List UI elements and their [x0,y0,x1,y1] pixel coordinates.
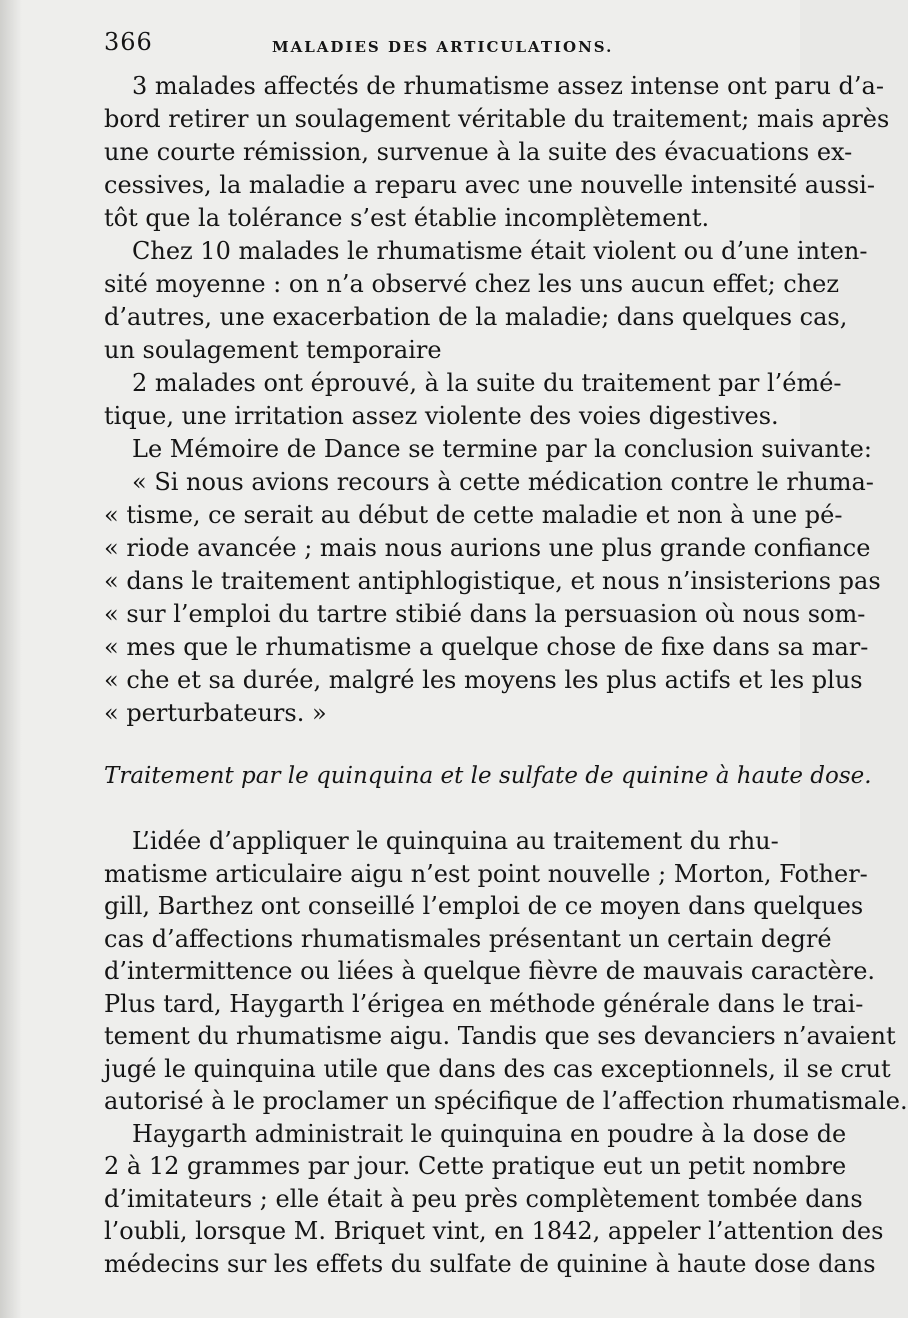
text-line: L’idée d’appliquer le quinquina au traitement du rhu- [132,827,779,855]
text-line: Chez 10 malades le rhumatisme était violent ou d’une inten- [132,237,868,265]
text-line: médecins sur les effets du sulfate de quinine à haute dose dans [104,1249,876,1278]
text-line: Plus tard, Haygarth l’érigea en méthode générale dans le trai- [104,989,864,1018]
text-line: un soulagement temporaire [104,336,442,364]
text-line: Le Mémoire de Dance se termine par la conclusion suivante: [132,435,872,463]
text-line: tôt que la tolérance s’est établie incomplètement. [104,204,710,232]
text-line: 2 à 12 grammes par jour. Cette pratique eut un petit nombre [104,1152,847,1180]
quote-line: « perturbateurs. » [104,699,327,727]
page-number: 366 [104,28,153,56]
page-header [104,28,764,68]
quote-line: « riode avancée ; mais nous aurions une plus grande confiance [104,534,871,562]
running-head: MALADIES DES ARTICULATIONS. [272,38,614,56]
text-line: d’autres, une exacerbation de la maladie; dans quelques cas, [104,303,848,331]
text-line: l’oubli, lorsque M. Briquet vint, en 1842, appeler l’attention des [104,1217,884,1245]
text-line: tique, une irritation assez violente des voies digestives. [104,402,779,430]
text-line: Haygarth administrait le quinquina en poudre à la dose de [132,1119,847,1148]
quote-line: « dans le traitement antiphlogistique, et nous n’insisterions pas [104,567,881,595]
quote-line: « che et sa durée, malgré les moyens les plus actifs et les plus [104,666,863,694]
quote-line: « sur l’emploi du tartre stibié dans la persuasion où nous som- [104,600,866,628]
text-block-bottom [104,825,908,1280]
quote-line: « tisme, ce serait au début de cette maladie et non à une pé- [104,501,843,529]
section-title: Traitement par le quinquina et le sulfate de quinine à haute dose. [104,763,872,789]
text-line: 2 malades ont éprouvé, à la suite du traitement par l’émé- [132,369,842,397]
text-line: autorisé à le proclamer un spécifique de l’affection rhumatismale. [104,1087,908,1115]
text-line: d’intermittence ou liées à quelque fièvre de mauvais caractère. [104,957,876,985]
text-line: jugé le quinquina utile que dans des cas exceptionnels, il se crut [104,1054,891,1083]
quote-line: « Si nous avions recours à cette médication contre le rhuma- [132,468,874,496]
text-block-top [104,70,890,730]
text-line: 3 malades affectés de rhumatisme assez intense ont paru d’a- [132,72,884,100]
page-gutter-shadow [0,0,22,1318]
text-line: une courte rémission, survenue à la suite des évacuations ex- [104,138,853,166]
text-line: cas d’affections rhumatismales présentant un certain degré [104,924,832,953]
text-line: cessives, la maladie a reparu avec une nouvelle intensité aussi- [104,171,875,199]
text-line: tement du rhumatisme aigu. Tandis que ses devanciers n’avaient [104,1022,896,1050]
quote-line: « mes que le rhumatisme a quelque chose de fixe dans sa mar- [104,633,869,661]
text-line: gill, Barthez ont conseillé l’emploi de ce moyen dans quelques [104,892,864,920]
text-line: d’imitateurs ; elle était à peu près complètement tombée dans [104,1184,863,1213]
text-line: sité moyenne : on n’a observé chez les uns aucun effet; chez [104,270,840,298]
text-line: bord retirer un soulagement véritable du traitement; mais après [104,105,890,133]
text-line: matisme articulaire aigu n’est point nouvelle ; Morton, Fother- [104,859,868,888]
